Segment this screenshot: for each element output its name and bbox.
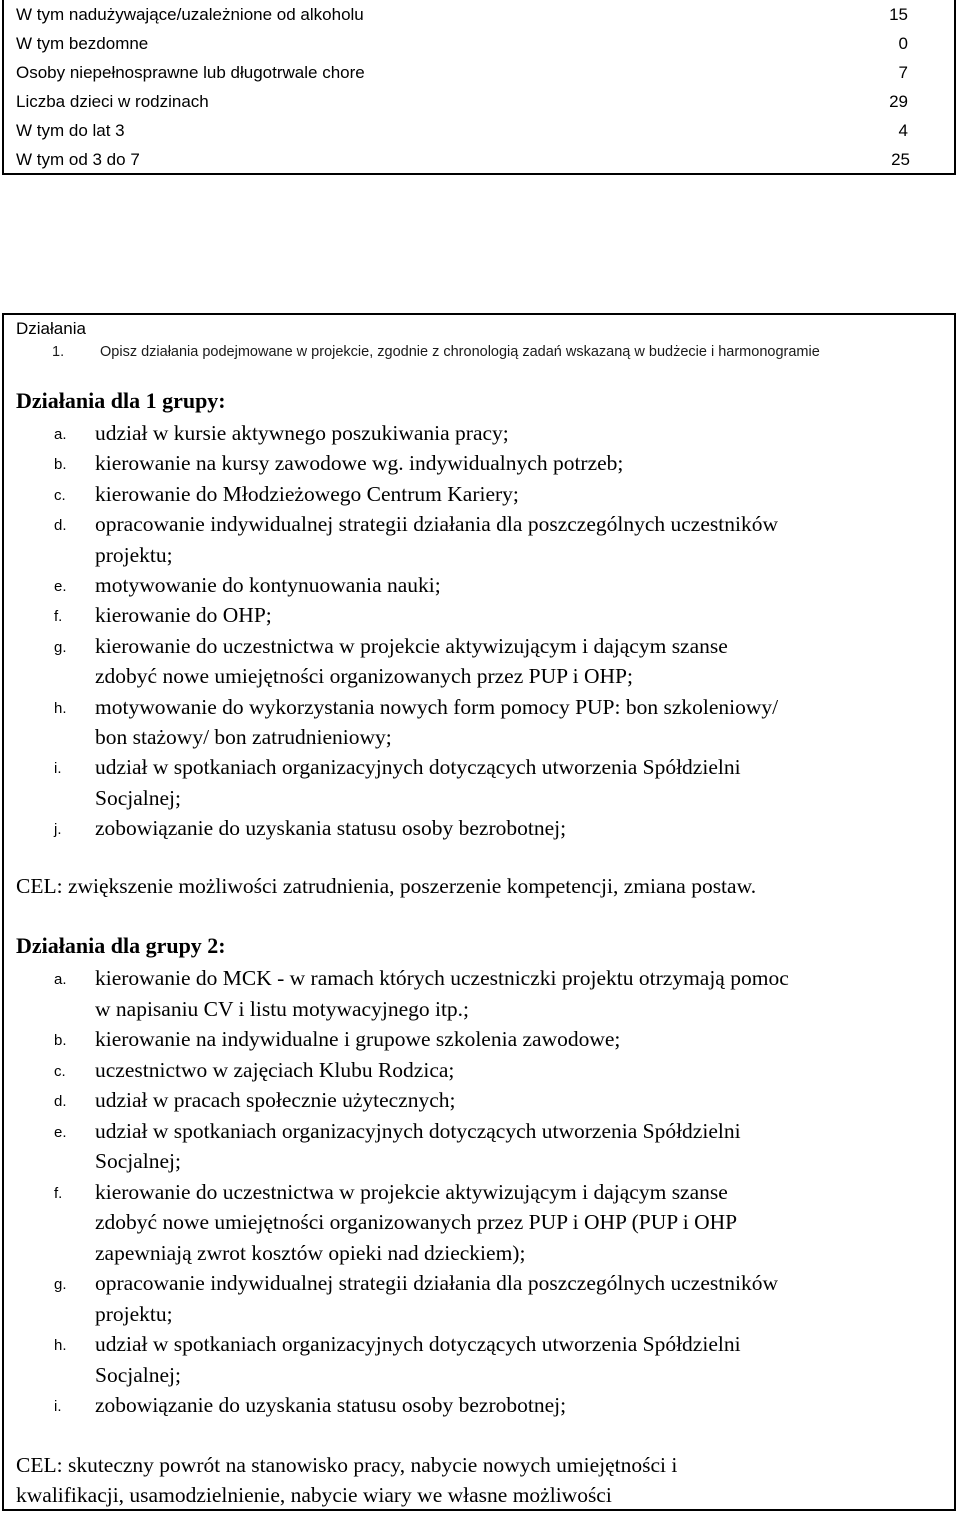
actions-section — [2, 313, 956, 1511]
section-title: Działania — [16, 319, 86, 338]
goal-label: CEL — [16, 874, 57, 898]
list-item-text: kierowanie do uczestnictwa w projekcie aktywizującym i dającym szanse — [95, 1179, 728, 1204]
list-item-letter: h. — [54, 699, 67, 717]
list-item-text: udział w pracach społecznie użytecznych; — [95, 1088, 456, 1112]
group2-heading: Działania dla grupy 2: — [16, 933, 226, 958]
intro-text: Opisz działania podejmowane w projekcie, zgodnie z chronologią zadań wskazaną w budżecie i harmonogramie — [100, 344, 820, 360]
list-item-text: zdobyć nowe umiejętności organizowanych przez PUP i OHP (PUP i OHP — [95, 1210, 738, 1234]
list-item-text: zobowiązanie do uzyskania statusu osoby bezrobotnej; — [95, 816, 567, 841]
list-item-letter: g. — [54, 1276, 67, 1293]
group1-heading: Działania dla 1 grupy: — [16, 388, 226, 413]
list-item-text: kierowanie do OHP; — [95, 603, 272, 628]
stat-row — [4, 2, 954, 31]
list-item-text: w napisaniu CV i listu motywacyjnego itp.; — [95, 996, 470, 1021]
list-item-letter: f. — [54, 608, 63, 626]
list-item-text: Socjalnej; — [95, 785, 181, 810]
stat-label: W tym bezdomne — [16, 34, 149, 53]
stat-label: W tym od 3 do 7 — [16, 150, 140, 169]
stat-label: Liczba dzieci w rodzinach — [16, 92, 209, 111]
list-item-text: opracowanie indywidualnej strategii działania dla poszczególnych uczestników — [95, 1271, 778, 1295]
list-item-letter: f. — [54, 1184, 63, 1202]
stat-value: 0 — [898, 34, 908, 53]
list-item-text: motywowanie do kontynuowania nauki; — [95, 573, 441, 597]
list-item-letter: e. — [54, 1123, 67, 1141]
list-item-letter: b. — [54, 1032, 67, 1049]
list-item-letter: h. — [54, 1337, 67, 1354]
stat-row — [4, 60, 954, 89]
stat-row — [4, 147, 954, 176]
list-item-text: motywowanie do wykorzystania nowych form pomocy PUP: bon szkoleniowy/ — [95, 694, 779, 719]
intro-number: 1. — [52, 344, 65, 360]
list-item-text: kierowanie na indywidualne i grupowe szkolenia zawodowe; — [95, 1027, 621, 1051]
stat-row — [4, 118, 954, 147]
list-item-letter: d. — [54, 1093, 67, 1110]
stat-label: Osoby niepełnosprawne lub długotrwale chore — [16, 63, 365, 82]
list-item-text: uczestnictwo w zajęciach Klubu Rodzica; — [95, 1057, 455, 1082]
list-item-text: projektu; — [95, 1301, 173, 1326]
group2-goal-line1 — [16, 1450, 677, 1480]
list-item-letter: i. — [54, 1398, 62, 1415]
list-item-text: bon stażowy/ bon zatrudnieniowy; — [95, 725, 392, 749]
list-item-text: Socjalnej; — [95, 1149, 181, 1173]
list-item-text: kierowanie do uczestnictwa w projekcie aktywizującym i dającym szanse — [95, 633, 728, 658]
stat-value: 4 — [898, 121, 908, 140]
group1-goal — [16, 871, 756, 901]
list-item-letter: a. — [54, 971, 67, 988]
stat-value: 29 — [889, 92, 908, 111]
list-item-text: udział w spotkaniach organizacyjnych dotyczących utworzenia Spółdzielni — [95, 755, 741, 780]
list-item-letter: e. — [54, 578, 67, 595]
list-item-text: projektu; — [95, 542, 173, 567]
group2-goal-line2: kwalifikacji, usamodzielnienie, nabycie wiary we własne możliwości — [16, 1483, 612, 1507]
list-item-letter: j. — [54, 821, 62, 839]
list-item-letter: d. — [54, 517, 67, 535]
goal-text: : skuteczny powrót na stanowisko pracy, nabycie nowych umiejętności i — [56, 1453, 678, 1477]
stat-value: 7 — [898, 63, 908, 82]
goal-label: CEL — [16, 1453, 57, 1477]
list-item-text: zdobyć nowe umiejętności organizowanych przez PUP i OHP; — [95, 664, 633, 689]
stat-value: 15 — [889, 5, 908, 24]
stat-label: W tym nadużywające/uzależnione od alkoholu — [16, 5, 364, 24]
list-item-text: udział w spotkaniach organizacyjnych dotyczących utworzenia Spółdzielni — [95, 1332, 741, 1356]
goal-text: : zwiększenie możliwości zatrudnienia, poszerzenie kompetencji, zmiana postaw. — [56, 874, 757, 898]
list-item-text: kierowanie na kursy zawodowe wg. indywidualnych potrzeb; — [95, 451, 624, 476]
list-item-text: opracowanie indywidualnej strategii działania dla poszczególnych uczestników — [95, 512, 778, 537]
list-item-text: Socjalnej; — [95, 1362, 181, 1387]
stat-row — [4, 89, 954, 118]
list-item-letter: g. — [54, 638, 67, 656]
list-item-letter: c. — [54, 1062, 66, 1080]
list-item-text: zapewniają zwrot kosztów opieki nad dzieckiem); — [95, 1240, 526, 1265]
list-item-letter: a. — [54, 426, 67, 443]
list-item-text: udział w spotkaniach organizacyjnych dotyczących utworzenia Spółdzielni — [95, 1118, 741, 1143]
list-item-letter: c. — [54, 486, 66, 504]
stat-row — [4, 31, 954, 60]
list-item-text: zobowiązanie do uzyskania statusu osoby bezrobotnej; — [95, 1393, 567, 1417]
list-item-text: kierowanie do MCK - w ramach których uczestniczki projektu otrzymają pomoc — [95, 966, 789, 990]
list-item-letter: b. — [54, 456, 67, 474]
stat-value: 25 — [891, 150, 910, 169]
stat-label: W tym do lat 3 — [16, 121, 125, 140]
list-item-text: kierowanie do Młodzieżowego Centrum Kariery; — [95, 481, 519, 506]
list-item-text: udział w kursie aktywnego poszukiwania pracy; — [95, 421, 509, 445]
statistics-table — [2, 0, 956, 175]
list-item-letter: i. — [54, 760, 62, 778]
